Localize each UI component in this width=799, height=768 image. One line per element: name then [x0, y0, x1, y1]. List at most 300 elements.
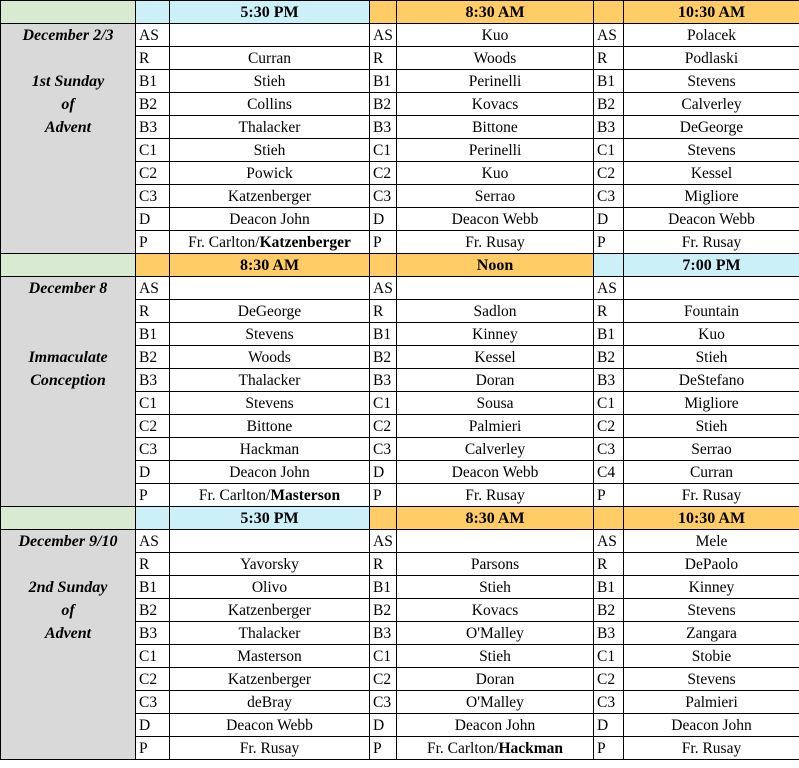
- role-code: B1: [594, 576, 624, 599]
- minister-name-cell: [170, 139, 370, 162]
- minister-name-cell: [397, 622, 594, 645]
- minister-name-cell: [397, 668, 594, 691]
- role-code: P: [594, 737, 624, 760]
- mass-time-header: 5:30 PM: [170, 507, 370, 530]
- minister-name-cell: [170, 415, 370, 438]
- role-code: C1: [594, 392, 624, 415]
- role-code: AS: [370, 530, 397, 553]
- minister-name: Collins: [247, 95, 292, 113]
- minister-name-cell: [624, 691, 799, 714]
- role-code: D: [370, 714, 397, 737]
- role-code: B3: [370, 369, 397, 392]
- role-code: C3: [136, 185, 170, 208]
- occasion-label: [1, 47, 135, 70]
- date-header-cell: [1, 1, 136, 24]
- role-code: C2: [594, 668, 624, 691]
- minister-name: Stieh: [253, 72, 286, 90]
- minister-name-cell: [170, 70, 370, 93]
- mass-time-header: 8:30 AM: [397, 507, 594, 530]
- minister-name: Deacon John: [229, 210, 310, 228]
- minister-name-cell: [624, 622, 799, 645]
- minister-name-cell: [170, 530, 370, 553]
- minister-name: Woods: [248, 348, 291, 366]
- minister-name: Fr. Rusay: [465, 233, 525, 251]
- minister-name: Zangara: [686, 624, 737, 642]
- minister-name-cell: [170, 553, 370, 576]
- minister-name-emphasis: Masterson: [270, 486, 341, 504]
- minister-name-cell: [397, 300, 594, 323]
- minister-name: Stevens: [245, 325, 294, 343]
- role-code: P: [594, 484, 624, 507]
- minister-name-cell: [624, 484, 799, 507]
- role-code: C3: [136, 438, 170, 461]
- date-label-cell: [1, 24, 136, 254]
- role-code: D: [594, 208, 624, 231]
- occasion-label: Advent: [44, 119, 92, 136]
- role-code: B3: [594, 369, 624, 392]
- minister-name-cell: [397, 185, 594, 208]
- minister-name: Kuo: [481, 164, 509, 182]
- minister-name: Stieh: [479, 578, 511, 596]
- role-code: P: [136, 484, 170, 507]
- minister-name-cell: [624, 323, 799, 346]
- minister-name-cell: [624, 70, 799, 93]
- role-code: AS: [594, 24, 624, 47]
- minister-name: Yavorsky: [240, 555, 299, 573]
- minister-name: Stieh: [695, 417, 728, 435]
- minister-name-cell: [170, 24, 370, 47]
- minister-name-cell: [624, 553, 799, 576]
- minister-name-cell: [624, 369, 799, 392]
- minister-name-cell: [170, 714, 370, 737]
- minister-name: Katzenberger: [227, 187, 312, 205]
- minister-name-cell: [624, 530, 799, 553]
- role-code: P: [370, 231, 397, 254]
- minister-name-cell: [397, 277, 594, 300]
- role-code: B2: [370, 346, 397, 369]
- minister-name-cell: [170, 93, 370, 116]
- role-code: P: [370, 484, 397, 507]
- minister-name: Stieh: [253, 141, 286, 159]
- minister-name: Fr. Carlton/: [426, 739, 499, 757]
- minister-name-cell: [170, 392, 370, 415]
- role-code: B2: [370, 93, 397, 116]
- role-code: P: [370, 737, 397, 760]
- minister-name: Woods: [473, 49, 517, 67]
- mass-time-spacer: [136, 1, 170, 24]
- minister-name: Stevens: [687, 141, 736, 159]
- role-code: R: [136, 553, 170, 576]
- mass-time-spacer: [594, 507, 624, 530]
- mass-time-header: 5:30 PM: [170, 1, 370, 24]
- role-code: C1: [370, 139, 397, 162]
- minister-name-cell: [624, 300, 799, 323]
- role-code: D: [136, 208, 170, 231]
- date-header-cell: [1, 254, 136, 277]
- minister-name: Podlaski: [684, 49, 739, 67]
- minister-name-cell: [624, 93, 799, 116]
- minister-name: Stieh: [695, 348, 728, 366]
- role-code: P: [136, 231, 170, 254]
- minister-name: Kessel: [474, 348, 516, 366]
- minister-name-cell: [170, 599, 370, 622]
- role-code: B3: [136, 116, 170, 139]
- role-code: B3: [136, 369, 170, 392]
- minister-name-cell: [624, 47, 799, 70]
- role-code: C2: [136, 668, 170, 691]
- minister-name-cell: [397, 231, 594, 254]
- minister-name: Doran: [475, 371, 515, 389]
- role-code: C3: [594, 185, 624, 208]
- minister-name-cell: [624, 645, 799, 668]
- minister-name-cell: [624, 231, 799, 254]
- minister-name: Stevens: [687, 72, 736, 90]
- minister-name: Calverley: [464, 440, 526, 458]
- role-code: AS: [594, 530, 624, 553]
- minister-name-cell: [170, 277, 370, 300]
- assignment-row: [1, 277, 799, 300]
- role-code: C4: [594, 461, 624, 484]
- role-code: B2: [594, 599, 624, 622]
- role-code: B1: [136, 576, 170, 599]
- minister-name: Thalacker: [238, 624, 301, 642]
- minister-name: deBray: [247, 693, 292, 711]
- minister-name-cell: [397, 116, 594, 139]
- role-code: R: [136, 47, 170, 70]
- minister-name: Sadlon: [473, 302, 517, 320]
- minister-name: Stevens: [687, 601, 736, 619]
- role-code: B1: [370, 576, 397, 599]
- minister-name-cell: [397, 139, 594, 162]
- role-code: D: [136, 714, 170, 737]
- minister-name: DePaolo: [684, 555, 739, 573]
- role-code: C1: [370, 645, 397, 668]
- minister-name: Hackman: [239, 440, 300, 458]
- minister-name: Fr. Carlton/: [198, 486, 271, 504]
- occasion-label: Advent: [44, 625, 92, 642]
- minister-name: Migliore: [684, 394, 739, 412]
- minister-name: DeStefano: [678, 371, 745, 389]
- minister-name-cell: [624, 277, 799, 300]
- minister-name: Palmieri: [468, 417, 522, 435]
- minister-name: Deacon Webb: [451, 210, 539, 228]
- role-code: B3: [136, 622, 170, 645]
- minister-name: Katzenberger: [227, 670, 312, 688]
- minister-name-cell: [170, 162, 370, 185]
- occasion-label: [1, 553, 135, 576]
- minister-name: Curran: [689, 463, 734, 481]
- minister-name: Kinney: [472, 325, 518, 343]
- minister-name-cell: [624, 461, 799, 484]
- minister-name-cell: [624, 24, 799, 47]
- mass-time-header: 10:30 AM: [624, 507, 799, 530]
- minister-name: Deacon Webb: [226, 716, 313, 734]
- assignment-row: [1, 24, 799, 47]
- minister-name: Curran: [247, 49, 292, 67]
- minister-name-cell: [397, 438, 594, 461]
- occasion-label: Conception: [30, 372, 106, 389]
- role-code: B3: [594, 622, 624, 645]
- minister-name: Bittone: [472, 118, 518, 136]
- role-code: R: [370, 47, 397, 70]
- minister-name: Fr. Rusay: [681, 233, 742, 251]
- minister-name: Serrao: [474, 187, 516, 205]
- minister-name: Kinney: [688, 578, 735, 596]
- minister-name: Thalacker: [238, 371, 301, 389]
- minister-name: Fr. Rusay: [465, 486, 525, 504]
- role-code: R: [594, 47, 624, 70]
- section-header-row: [1, 254, 799, 277]
- minister-name-cell: [170, 645, 370, 668]
- minister-name-cell: [170, 116, 370, 139]
- role-code: C1: [594, 139, 624, 162]
- minister-name: Kovacs: [471, 601, 519, 619]
- role-code: R: [594, 553, 624, 576]
- minister-name: Calverley: [681, 95, 742, 113]
- minister-name-cell: [170, 438, 370, 461]
- minister-name: Fr. Rusay: [681, 486, 742, 504]
- minister-name-cell: [397, 415, 594, 438]
- minister-name-cell: [397, 484, 594, 507]
- mass-time-spacer: [594, 1, 624, 24]
- role-code: C1: [136, 392, 170, 415]
- minister-name-cell: [397, 392, 594, 415]
- role-code: C1: [594, 645, 624, 668]
- role-code: C3: [370, 438, 397, 461]
- minister-name-cell: [397, 70, 594, 93]
- role-code: B1: [370, 70, 397, 93]
- minister-name-cell: [397, 714, 594, 737]
- mass-time-header: 7:00 PM: [624, 254, 799, 277]
- occasion-label: [1, 300, 135, 323]
- minister-name-cell: [170, 208, 370, 231]
- minister-name: Palmieri: [685, 693, 738, 711]
- minister-name: Perinelli: [468, 72, 522, 90]
- role-code: AS: [370, 24, 397, 47]
- minister-name: Stevens: [687, 670, 736, 688]
- minister-name: Masterson: [237, 647, 302, 665]
- occasion-label: 2nd Sunday: [28, 579, 108, 596]
- minister-name-cell: [170, 47, 370, 70]
- minister-name: O'Malley: [466, 693, 524, 711]
- minister-name: Fr. Rusay: [681, 739, 742, 757]
- minister-name: Kuo: [481, 26, 509, 44]
- role-code: C2: [136, 162, 170, 185]
- role-code: P: [136, 737, 170, 760]
- minister-name: DeGeorge: [679, 118, 744, 136]
- date-label: December 9/10: [18, 533, 118, 550]
- minister-name-cell: [397, 369, 594, 392]
- minister-name-cell: [170, 576, 370, 599]
- minister-name: Fr. Rusay: [239, 739, 300, 757]
- role-code: AS: [136, 24, 170, 47]
- mass-time-spacer: [136, 507, 170, 530]
- role-code: B1: [594, 323, 624, 346]
- role-code: C2: [594, 415, 624, 438]
- minister-name: Kovacs: [471, 95, 519, 113]
- minister-name-cell: [397, 24, 594, 47]
- minister-name-cell: [170, 323, 370, 346]
- minister-name-cell: [624, 208, 799, 231]
- role-code: B2: [136, 599, 170, 622]
- mass-time-spacer: [370, 1, 397, 24]
- minister-name-cell: [170, 484, 370, 507]
- minister-name-cell: [170, 300, 370, 323]
- minister-name: Deacon John: [229, 463, 310, 481]
- minister-name-cell: [624, 576, 799, 599]
- minister-name-cell: [624, 116, 799, 139]
- minister-name-cell: [397, 346, 594, 369]
- role-code: B2: [594, 346, 624, 369]
- minister-name-cell: [397, 162, 594, 185]
- assignment-row: [1, 530, 799, 553]
- role-code: C2: [136, 415, 170, 438]
- minister-name-cell: [624, 714, 799, 737]
- minister-name-cell: [397, 599, 594, 622]
- role-code: AS: [136, 530, 170, 553]
- minister-name: Stevens: [245, 394, 294, 412]
- role-code: D: [136, 461, 170, 484]
- role-code: B2: [136, 93, 170, 116]
- minister-name-cell: [397, 576, 594, 599]
- mass-time-spacer: [370, 254, 397, 277]
- minister-name-cell: [397, 323, 594, 346]
- section-header-row: [1, 1, 799, 24]
- minister-name-cell: [624, 668, 799, 691]
- minister-name: Stobie: [691, 647, 732, 665]
- minister-name: DeGeorge: [237, 302, 302, 320]
- role-code: C2: [370, 162, 397, 185]
- minister-name-emphasis: Hackman: [498, 739, 564, 757]
- mass-time-header: 8:30 AM: [397, 1, 594, 24]
- role-code: B2: [594, 93, 624, 116]
- mass-time-spacer: [370, 507, 397, 530]
- minister-name-cell: [624, 438, 799, 461]
- minister-name-cell: [170, 691, 370, 714]
- mass-time-spacer: [136, 254, 170, 277]
- date-label: December 8: [28, 280, 108, 297]
- role-code: B1: [594, 70, 624, 93]
- minister-name-cell: [170, 185, 370, 208]
- minister-name: Mele: [695, 532, 728, 550]
- minister-name-cell: [170, 369, 370, 392]
- role-code: B3: [370, 116, 397, 139]
- role-code: C1: [370, 392, 397, 415]
- minister-name: Stieh: [479, 647, 511, 665]
- role-code: C2: [594, 162, 624, 185]
- role-code: C1: [136, 645, 170, 668]
- date-label-cell: [1, 277, 136, 507]
- minister-name-cell: [170, 622, 370, 645]
- minister-name: Kessel: [690, 164, 733, 182]
- minister-name: Olivo: [251, 578, 288, 596]
- minister-name-cell: [397, 737, 594, 760]
- minister-name: Thalacker: [238, 118, 301, 136]
- role-code: B3: [594, 116, 624, 139]
- role-code: D: [370, 208, 397, 231]
- role-code: B2: [370, 599, 397, 622]
- minister-name: Polacek: [686, 26, 737, 44]
- minister-name-cell: [397, 645, 594, 668]
- date-label: December 2/3: [22, 27, 114, 44]
- occasion-label: Immaculate: [28, 349, 108, 366]
- mass-time-header: Noon: [397, 254, 594, 277]
- minister-name: Kuo: [698, 325, 725, 343]
- role-code: C2: [370, 415, 397, 438]
- minister-name: Fr. Carlton/: [188, 233, 260, 251]
- minister-name: Fountain: [683, 302, 740, 320]
- minister-name-cell: [624, 162, 799, 185]
- role-code: B3: [370, 622, 397, 645]
- date-header-cell: [1, 507, 136, 530]
- minister-name: Sousa: [476, 394, 514, 412]
- minister-name-cell: [397, 691, 594, 714]
- minister-name: Deacon Webb: [668, 210, 755, 228]
- minister-name: Migliore: [684, 187, 739, 205]
- minister-name-cell: [170, 737, 370, 760]
- minister-name: Serrao: [691, 440, 732, 458]
- role-code: R: [370, 300, 397, 323]
- minister-name-cell: [624, 392, 799, 415]
- minister-name: Perinelli: [468, 141, 522, 159]
- minister-name: Doran: [475, 670, 515, 688]
- minister-name: Deacon Webb: [451, 463, 539, 481]
- minister-name: Bittone: [246, 417, 293, 435]
- minister-name: Powick: [246, 164, 293, 182]
- minister-name-cell: [624, 737, 799, 760]
- section-header-row: [1, 507, 799, 530]
- role-code: B1: [136, 70, 170, 93]
- minister-name-cell: [397, 553, 594, 576]
- role-code: C3: [594, 691, 624, 714]
- mass-time-spacer: [594, 254, 624, 277]
- role-code: B2: [136, 346, 170, 369]
- minister-name-cell: [170, 668, 370, 691]
- minister-name-cell: [624, 415, 799, 438]
- role-code: R: [370, 553, 397, 576]
- role-code: C3: [136, 691, 170, 714]
- occasion-label: of: [61, 96, 75, 113]
- minister-name-cell: [624, 139, 799, 162]
- role-code: B1: [136, 323, 170, 346]
- role-code: C1: [136, 139, 170, 162]
- minister-name: Deacon John: [671, 716, 752, 734]
- role-code: D: [370, 461, 397, 484]
- role-code: R: [136, 300, 170, 323]
- role-code: C3: [370, 185, 397, 208]
- minister-name-cell: [397, 208, 594, 231]
- occasion-label: 1st Sunday: [31, 73, 105, 90]
- role-code: C3: [370, 691, 397, 714]
- minister-name-cell: [397, 47, 594, 70]
- minister-name-cell: [170, 461, 370, 484]
- role-code: C3: [594, 438, 624, 461]
- date-label-cell: [1, 530, 136, 760]
- minister-name-cell: [170, 346, 370, 369]
- occasion-label: of: [61, 602, 75, 619]
- minister-name: Parsons: [470, 555, 520, 573]
- role-code: B1: [370, 323, 397, 346]
- minister-name: O'Malley: [466, 624, 524, 642]
- occasion-label: [1, 323, 135, 346]
- minister-name-cell: [397, 93, 594, 116]
- role-code: AS: [370, 277, 397, 300]
- role-code: AS: [594, 277, 624, 300]
- mass-time-header: 10:30 AM: [624, 1, 799, 24]
- minister-name: Katzenberger: [227, 601, 312, 619]
- minister-name-cell: [397, 461, 594, 484]
- role-code: AS: [136, 277, 170, 300]
